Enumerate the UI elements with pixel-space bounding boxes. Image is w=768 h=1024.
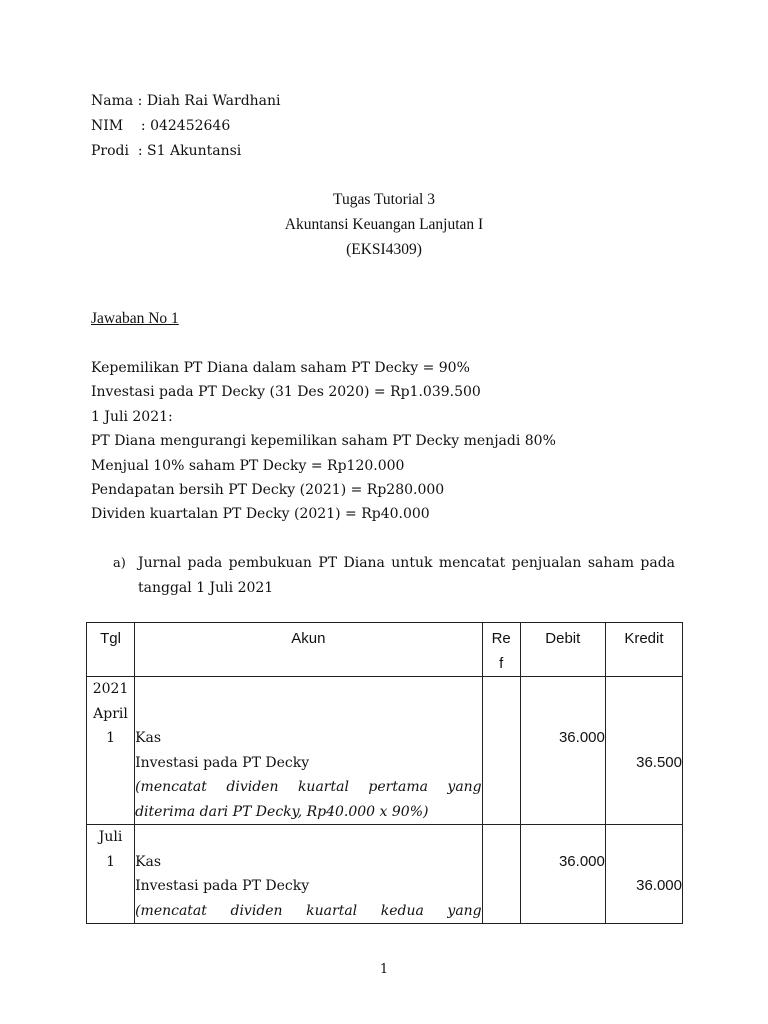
date-month: April bbox=[93, 705, 128, 722]
problem-facts bbox=[91, 356, 556, 527]
credit-amount: 36.000 bbox=[636, 877, 682, 894]
credit-cell bbox=[605, 825, 682, 924]
date-cell bbox=[87, 677, 135, 825]
account-cell bbox=[135, 825, 483, 924]
table-row bbox=[87, 825, 683, 924]
subquestion-a bbox=[113, 551, 675, 601]
account-cell bbox=[135, 677, 483, 825]
table-row bbox=[87, 677, 683, 825]
ref-cell bbox=[482, 677, 520, 825]
page-number: 1 bbox=[379, 962, 389, 977]
entry-note: (mencatat dividen kuartal kedua yang bbox=[135, 902, 482, 919]
credit-account: Investasi pada PT Decky bbox=[135, 754, 310, 771]
date-cell bbox=[87, 825, 135, 924]
credit-cell bbox=[605, 677, 682, 825]
subquestion-text: Jurnal pada pembukuan PT Diana untuk mencatat penjualan saham pada tanggal 1 Juli 2021 bbox=[138, 555, 675, 596]
entry-note: (mencatat dividen kuartal pertama yang bbox=[135, 779, 482, 795]
credit-account: Investasi pada PT Decky bbox=[135, 878, 310, 894]
header-akun: Akun bbox=[135, 623, 483, 677]
debit-amount: 36.000 bbox=[558, 852, 605, 870]
date-day: 1 bbox=[106, 730, 115, 746]
title-line-2: Akuntansi Keuangan Lanjutan I bbox=[284, 216, 484, 233]
fact-line: 1 Juli 2021: bbox=[91, 408, 173, 425]
name-line: Nama : Diah Rai Wardhani bbox=[91, 93, 281, 109]
title-line-3: (EKSI4309) bbox=[346, 241, 422, 258]
date-year: 2021 bbox=[92, 681, 129, 697]
credit-amount: 36.500 bbox=[636, 753, 682, 771]
student-identity bbox=[91, 89, 281, 164]
debit-cell bbox=[520, 677, 605, 825]
nim-line: NIM : 042452646 bbox=[91, 118, 231, 134]
fact-line: Dividen kuartalan PT Decky (2021) = Rp40.000 bbox=[91, 506, 430, 523]
title-line-1: Tugas Tutorial 3 bbox=[333, 191, 435, 208]
date-month: Juli bbox=[98, 829, 123, 845]
debit-account: Kas bbox=[135, 853, 162, 870]
debit-amount: 36.000 bbox=[558, 729, 605, 746]
ref-cell bbox=[482, 825, 520, 924]
prodi-line: Prodi : S1 Akuntansi bbox=[91, 143, 242, 159]
header-kredit: Kredit bbox=[605, 623, 682, 677]
fact-line: PT Diana mengurangi kepemilikan saham PT Decky menjadi 80% bbox=[91, 433, 556, 450]
journal-table bbox=[86, 622, 683, 924]
fact-line: Pendapatan bersih PT Decky (2021) = Rp280.000 bbox=[91, 482, 445, 499]
fact-line: Menjual 10% saham PT Decky = Rp120.000 bbox=[91, 457, 405, 474]
date-day: 1 bbox=[106, 853, 115, 870]
subquestion-marker: a) bbox=[113, 556, 126, 571]
debit-cell bbox=[520, 825, 605, 924]
header-debit: Debit bbox=[520, 623, 605, 677]
table-header-row bbox=[87, 623, 683, 677]
document-title bbox=[0, 187, 768, 262]
header-ref: Re f bbox=[482, 623, 520, 677]
debit-account: Kas bbox=[135, 730, 162, 746]
section-heading: Jawaban No 1 bbox=[91, 310, 179, 327]
fact-line: Investasi pada PT Decky (31 Des 2020) = Rp1.039.500 bbox=[91, 384, 481, 401]
fact-line: Kepemilikan PT Diana dalam saham PT Decky = 90% bbox=[91, 360, 470, 376]
entry-note: diterima dari PT Decky, Rp40.000 x 90%) bbox=[135, 803, 429, 820]
header-tgl: Tgl bbox=[87, 623, 135, 677]
